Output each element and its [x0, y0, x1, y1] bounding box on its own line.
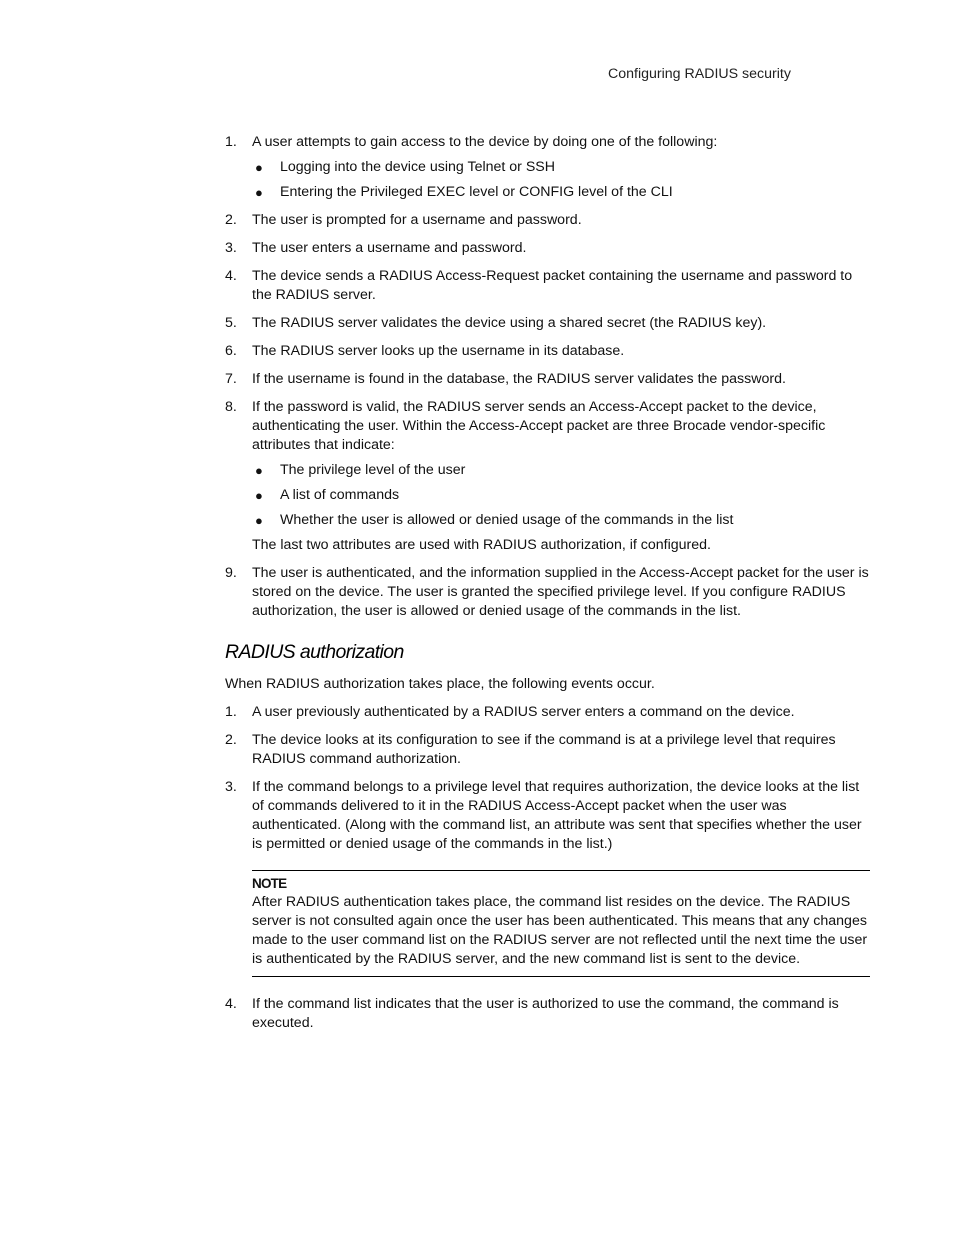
- bullet-icon: ●: [255, 513, 263, 528]
- list-item: [225, 703, 870, 722]
- bullet-text: Entering the Privileged EXEC level or CONFIG level of the CLI: [280, 184, 673, 200]
- bullet-icon: ●: [255, 185, 263, 200]
- step-text: The device sends a RADIUS Access-Request packet containing the username and password to the RADIUS server.: [252, 268, 853, 303]
- list-item: [225, 239, 870, 258]
- bullet-icon: ●: [255, 488, 263, 503]
- step-followup-text: The last two attributes are used with RADIUS authorization, if configured.: [252, 537, 711, 553]
- step-text: The user is prompted for a username and password.: [252, 212, 582, 228]
- step-text: The user enters a username and password.: [252, 240, 527, 256]
- bullet-icon: ●: [255, 463, 263, 478]
- bullet-item: [252, 511, 870, 530]
- list-item: [225, 267, 870, 305]
- running-header: Configuring RADIUS security: [608, 66, 791, 82]
- note-label: NOTE: [252, 876, 287, 891]
- list-item: [225, 314, 870, 333]
- bullet-icon: ●: [255, 160, 263, 175]
- step-number: 8.: [225, 399, 237, 415]
- step-number: 3.: [225, 240, 237, 256]
- bullet-text: The privilege level of the user: [280, 462, 466, 478]
- step-number: 2.: [225, 732, 237, 748]
- authentication-steps: [225, 133, 870, 621]
- step-number: 4.: [225, 996, 237, 1012]
- bullet-item: [252, 486, 870, 505]
- list-item: [225, 342, 870, 361]
- step-number: 5.: [225, 315, 237, 331]
- step-number: 2.: [225, 212, 237, 228]
- step-text: If the command belongs to a privilege level that requires authorization, the device looks at the list of commands delivered to it in the RADIUS Access-Accept packet when the user was authenticated. (Along with the command list, an attribute was sent that specifies whether the user is permitted or denied usage of the commands in the list.): [252, 779, 862, 852]
- step-text: The RADIUS server looks up the username in its database.: [252, 343, 625, 359]
- step-number: 9.: [225, 565, 237, 581]
- section-intro: When RADIUS authorization takes place, the following events occur.: [225, 676, 655, 692]
- step-number: 7.: [225, 371, 237, 387]
- page-content: [225, 133, 870, 1042]
- section-heading: RADIUS authorization: [225, 641, 404, 663]
- bullet-text: A list of commands: [280, 487, 400, 503]
- step-number: 4.: [225, 268, 237, 284]
- bullet-item: [252, 461, 870, 480]
- step-text: The user is authenticated, and the information supplied in the Access-Accept packet for the user is stored on the device. The user is granted the specified privilege level. If you configure RADIUS authorization, the user is allowed or denied usage of the commands in the list.: [252, 565, 869, 619]
- step-number: 3.: [225, 779, 237, 795]
- bullet-list: [252, 158, 870, 202]
- step-text: A user attempts to gain access to the device by doing one of the following:: [252, 134, 718, 150]
- note-text: After RADIUS authentication takes place, the command list resides on the device. The RADIUS server is not consulted again once the user has been authenticated. This means that any changes made to the user command list on the RADIUS server are not reflected until the next time the user is authenticated by the RADIUS server, and the new command list is sent to the device.: [252, 894, 868, 967]
- list-item: [225, 778, 870, 854]
- bullet-item: [252, 183, 870, 202]
- step-text: A user previously authenticated by a RADIUS server enters a command on the device.: [252, 704, 795, 720]
- bullet-list: [252, 461, 870, 530]
- list-item: [225, 995, 870, 1033]
- authorization-steps-continued: [225, 995, 870, 1033]
- step-number: 6.: [225, 343, 237, 359]
- step-text: If the command list indicates that the user is authorized to use the command, the command is executed.: [252, 996, 839, 1031]
- authorization-steps: [225, 703, 870, 854]
- step-number: 1.: [225, 704, 237, 720]
- list-item: [225, 370, 870, 389]
- bullet-item: [252, 158, 870, 177]
- list-item: [225, 133, 870, 202]
- list-item: [225, 731, 870, 769]
- list-item: [225, 564, 870, 621]
- note-box: [252, 870, 870, 977]
- step-text: If the username is found in the database, the RADIUS server validates the password.: [252, 371, 786, 387]
- step-text: The RADIUS server validates the device using a shared secret (the RADIUS key).: [252, 315, 767, 331]
- list-item: [225, 211, 870, 230]
- step-number: 1.: [225, 134, 237, 150]
- bullet-text: Whether the user is allowed or denied usage of the commands in the list: [280, 512, 734, 528]
- list-item: [225, 398, 870, 555]
- step-text: The device looks at its configuration to see if the command is at a privilege level that requires RADIUS command authorization.: [252, 732, 836, 767]
- step-text: If the password is valid, the RADIUS server sends an Access-Accept packet to the device, authenticating the user. Within the Access-Accept packet are three Brocade vendor-specific attributes that indicate:: [252, 399, 826, 453]
- bullet-text: Logging into the device using Telnet or SSH: [280, 159, 555, 175]
